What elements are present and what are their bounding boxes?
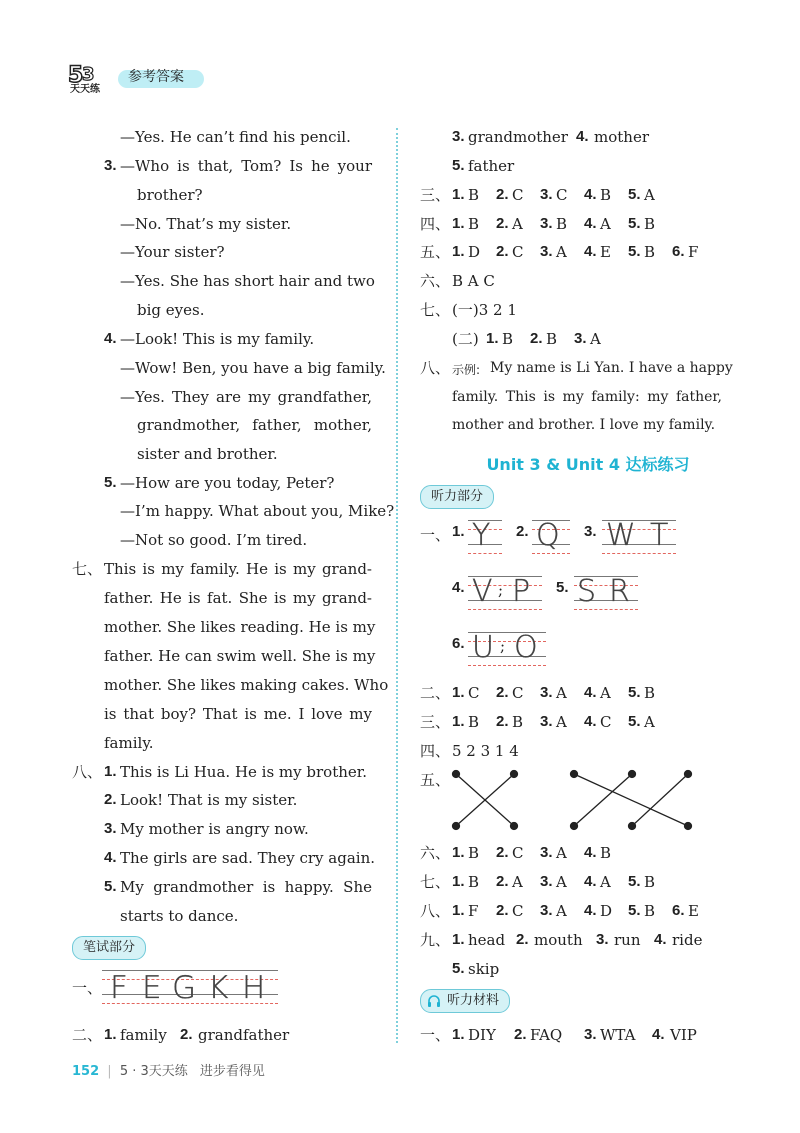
separator: ; <box>498 581 504 599</box>
dialog-line: —I’m happy. What about you, Mike? <box>120 502 395 520</box>
written-letter: V <box>472 574 493 609</box>
example-tag: 示例: <box>452 363 481 377</box>
question-number: 3. <box>104 820 117 837</box>
match-dot <box>453 823 460 830</box>
written-letter: W <box>606 518 636 553</box>
written-section-pill: 笔试部分 <box>72 936 146 960</box>
section-label: 三、 <box>420 186 451 204</box>
question-number: 4. <box>104 330 117 347</box>
section-label: 三、 <box>420 713 451 731</box>
match-line <box>574 774 632 826</box>
answer-sentence: My grandmother is happy. She <box>120 878 372 896</box>
written-letter: U <box>472 630 494 665</box>
dialog-line: sister and brother. <box>137 445 278 463</box>
separator: ; <box>500 637 506 655</box>
section-label: 一、 <box>72 979 103 997</box>
dialog-line: —Who is that, Tom? Is he your <box>120 157 372 175</box>
section-label: 四、 <box>420 742 451 760</box>
footer-slogan: 进步看得见 <box>199 1064 265 1079</box>
answer-word: father <box>468 157 515 175</box>
question-number: 2. <box>104 791 117 808</box>
section-label: 二、 <box>72 1026 103 1044</box>
question-number: 5. <box>452 960 465 977</box>
dialog-line: big eyes. <box>137 301 205 319</box>
question-number: 1. <box>104 1026 117 1043</box>
column-divider <box>396 128 398 1043</box>
answer-word: skip <box>468 960 500 978</box>
brand-logo <box>66 58 118 94</box>
paragraph-line: This is my family. He is my grand- <box>104 560 372 578</box>
match-line <box>632 774 688 826</box>
answer-sequence: B A C <box>452 272 495 290</box>
match-dot <box>511 771 518 778</box>
written-letter: K <box>208 970 229 1006</box>
match-dot <box>629 823 636 830</box>
section-label: 五、 <box>420 243 451 261</box>
sub-label: (二) <box>452 330 479 348</box>
answer-sequence: (一)3 2 1 <box>452 301 517 319</box>
answer-sentence: This is Li Hua. He is my brother. <box>120 763 368 781</box>
answer-word: mother <box>594 128 649 146</box>
essay-line: family. This is my family: my father, <box>452 389 722 405</box>
match-dot <box>629 771 636 778</box>
section-label: 七、 <box>420 873 451 891</box>
unit-title: Unit 3 & Unit 4 达标练习 <box>486 455 690 474</box>
dialog-line: —Yes. She has short hair and two <box>120 272 375 290</box>
answer-word: family <box>120 1026 167 1044</box>
section-label: 五、 <box>420 771 451 789</box>
answer-word: grandfather <box>198 1026 290 1044</box>
answer-badge: 参考答案 <box>128 69 184 85</box>
section-label: 八、 <box>420 359 451 377</box>
written-letter: T <box>650 518 669 553</box>
answer-sentence: The girls are sad. They cry again. <box>120 849 375 867</box>
dialog-line: —Not so good. I’m tired. <box>120 531 308 549</box>
dialog-line: brother? <box>137 186 203 204</box>
page-footer: 152 | 5 · 3天天练 进步看得见 <box>72 1064 265 1079</box>
answer-sentence: Look! That is my sister. <box>120 791 298 809</box>
question-number: 5. <box>104 878 117 895</box>
answer-word: grandmother <box>468 128 568 146</box>
question-number: 3. <box>104 157 117 174</box>
question-number: 6. <box>452 635 465 652</box>
listening-material-pill: 听力材料 <box>420 989 510 1013</box>
written-letter: Y <box>472 518 491 553</box>
dialog-line: —Your sister? <box>120 243 225 261</box>
section-label: 一、 <box>420 1026 451 1044</box>
section-label: 七、 <box>420 301 451 319</box>
dialog-line: —How are you today, Peter? <box>120 474 335 492</box>
svg-text:5: 5 <box>68 63 84 88</box>
section-label: 六、 <box>420 844 451 862</box>
dialog-line: —Wow! Ben, you have a big family. <box>120 359 386 377</box>
essay-line: My name is Li Yan. I have a happy <box>490 360 733 376</box>
match-dot <box>571 823 578 830</box>
dialog-line: —Yes. They are my grandfather, <box>120 388 372 406</box>
matching-diagram <box>448 768 698 832</box>
section-label: 二、 <box>420 684 451 702</box>
paragraph-line: family. <box>104 734 154 752</box>
dialog-line: —Yes. He can’t find his pencil. <box>120 128 351 146</box>
dialog-line: —Look! This is my family. <box>120 330 315 348</box>
section-label: 六、 <box>420 272 451 290</box>
question-number: 4. <box>104 849 117 866</box>
dialog-line: grandmother, father, mother, <box>137 416 372 434</box>
written-letter: E <box>142 970 162 1006</box>
headphones-icon <box>427 994 441 1008</box>
question-number: 2. <box>180 1026 193 1043</box>
question-number: 1. <box>104 763 117 780</box>
answer-sentence: My mother is angry now. <box>120 820 309 838</box>
paragraph-line: father. He can swim well. She is my <box>104 647 376 665</box>
section-label: 一、 <box>420 526 451 544</box>
written-letter: G <box>172 970 197 1006</box>
svg-text:3: 3 <box>82 64 95 85</box>
written-letter: S <box>577 574 597 609</box>
paragraph-line: father. He is fat. She is my grand- <box>104 589 372 607</box>
listening-section-pill: 听力部分 <box>420 485 494 509</box>
section-label: 八、 <box>420 902 451 920</box>
written-letter: Q <box>536 518 560 553</box>
page-number: 152 <box>72 1064 100 1079</box>
svg-text:天天练: 天天练 <box>70 84 100 94</box>
question-number: 4. <box>452 579 465 596</box>
paragraph-line: mother. She likes making cakes. Who <box>104 676 389 694</box>
paragraph-line: is that boy? That is me. I love my <box>104 705 372 723</box>
paragraph-line: mother. She likes reading. He is my <box>104 618 376 636</box>
question-number: 3. <box>584 523 597 540</box>
essay-line: mother and brother. I love my family. <box>452 417 716 433</box>
match-dot <box>685 771 692 778</box>
question-number: 3. <box>452 128 465 145</box>
question-number: 5. <box>452 157 465 174</box>
written-letter: O <box>514 630 538 665</box>
section-label: 八、 <box>72 763 103 781</box>
section-label: 四、 <box>420 215 451 233</box>
match-dot <box>571 771 578 778</box>
match-dot <box>511 823 518 830</box>
section-label: 七、 <box>72 560 103 578</box>
question-number: 4. <box>576 128 589 145</box>
match-dot <box>685 823 692 830</box>
written-letter: R <box>609 574 630 609</box>
section-label: 九、 <box>420 931 451 949</box>
written-letter: P <box>512 574 531 609</box>
question-number: 5. <box>104 474 117 491</box>
match-dot <box>453 771 460 778</box>
written-letter: H <box>242 970 266 1006</box>
question-number: 1. <box>452 523 465 540</box>
question-number: 2. <box>516 523 529 540</box>
answer-sentence: starts to dance. <box>120 907 239 925</box>
match-line <box>574 774 688 826</box>
answer-sequence: 5 2 3 1 4 <box>452 742 519 760</box>
written-letter: F <box>110 970 128 1006</box>
question-number: 5. <box>556 579 569 596</box>
dialog-line: —No. That’s my sister. <box>120 215 292 233</box>
footer-brand: 5 · 3天天练 <box>119 1064 188 1079</box>
